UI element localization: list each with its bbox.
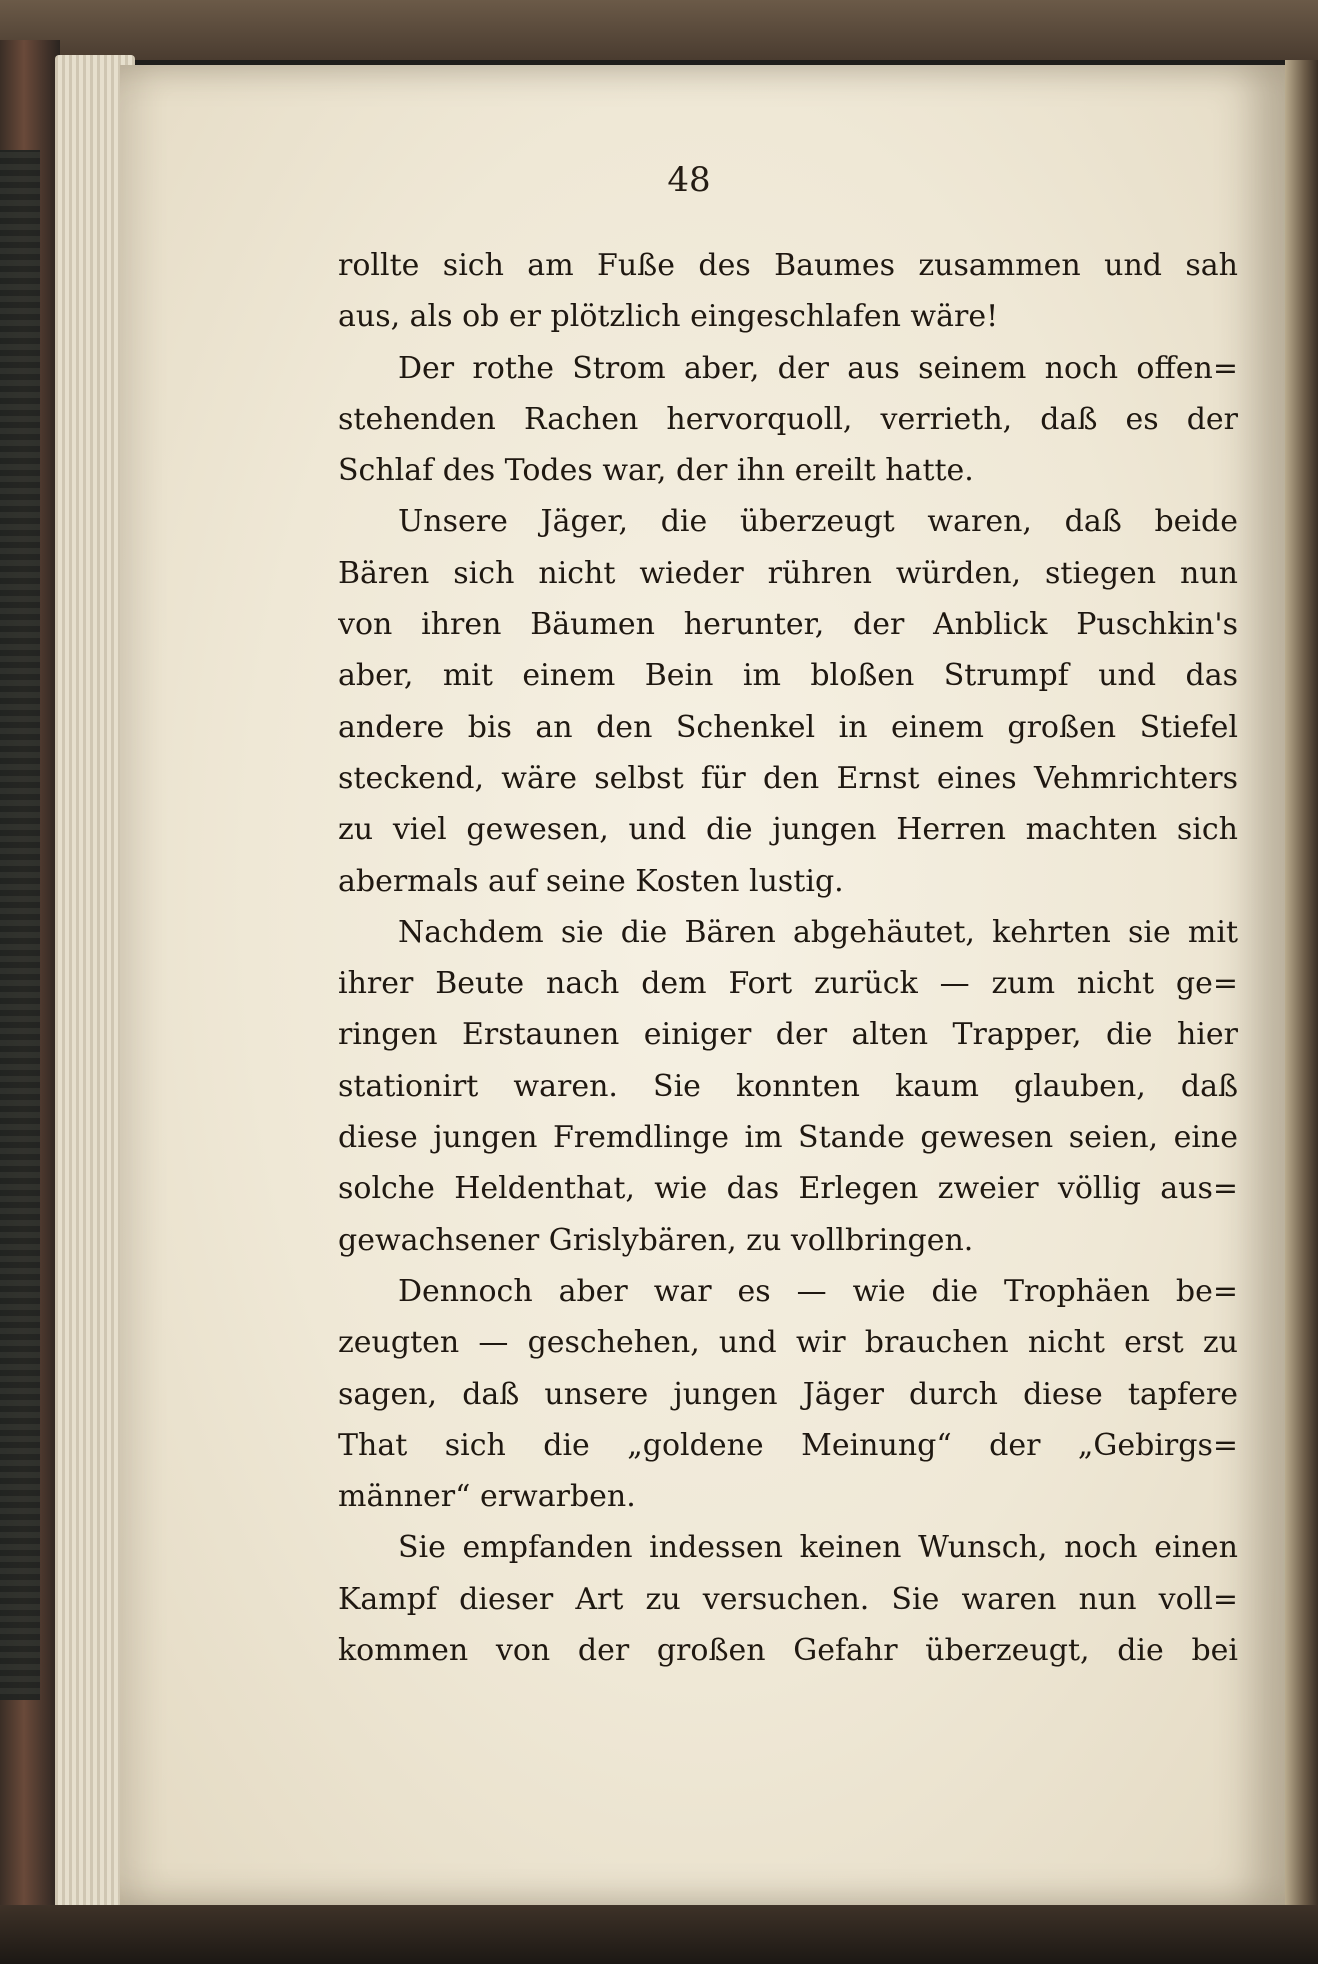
text-line: stationirt waren. Sie konnten kaum glauben, daß [338,1068,1238,1104]
text-line: ringen Erstaunen einiger der alten Trapper, die hier [338,1017,1238,1053]
text-line: aber, mit einem Bein im bloßen Strumpf und das [338,658,1238,694]
text-line: Schlaf des Todes war, der ihn ereilt hatte. [338,453,974,489]
text-line: Der rothe Strom aber, der aus seinem noch offen= [398,350,1238,386]
text-line: von ihren Bäumen herunter, der Anblick Puschkin's [338,607,1238,643]
text-line: steckend, wäre selbst für den Ernst eines Vehmrichters [338,760,1238,796]
text-line: diese jungen Fremdlinge im Stande gewesen seien, eine [338,1120,1238,1156]
text-line: männer“ erwarben. [338,1479,636,1515]
text-line: aus, als ob er plötzlich eingeschlafen wäre! [338,299,999,335]
text-line: Dennoch aber war es — wie die Trophäen be= [398,1273,1238,1309]
text-line: Nachdem sie die Bären abgehäutet, kehrten sie mit [398,914,1238,950]
text-line: andere bis an den Schenkel in einem großen Stiefel [338,709,1238,745]
text-line: zeugten — geschehen, und wir brauchen nicht erst zu [338,1325,1238,1361]
book-cover-top [0,0,1318,60]
text-line: gewachsener Grislybären, zu vollbringen. [338,1222,974,1258]
text-line: stehenden Rachen hervorquoll, verrieth, daß es der [338,401,1238,437]
page-number: 48 [667,160,711,200]
text-line: That sich die „goldene Meinung“ der „Gebirgs= [338,1427,1238,1463]
book-gutter [1285,60,1318,1920]
body-text [338,240,1238,1676]
text-line: sagen, daß unsere jungen Jäger durch diese tapfere [338,1376,1238,1412]
text-line: ihrer Beute nach dem Fort zurück — zum nicht ge= [338,966,1238,1002]
book-cover-bottom [0,1905,1318,1964]
text-line: rollte sich am Fuße des Baumes zusammen und sah [338,248,1238,283]
text-line: Kampf dieser Art zu versuchen. Sie waren nun voll= [338,1581,1238,1617]
text-line: kommen von der großen Gefahr überzeugt, die bei [338,1633,1238,1669]
text-line: zu viel gewesen, und die jungen Herren machten sich [338,812,1238,848]
text-line: Unsere Jäger, die überzeugt waren, daß beide [398,504,1238,540]
text-line: Sie empfanden indessen keinen Wunsch, noch einen [398,1530,1238,1566]
cover-leather-strip [0,150,40,1700]
text-line: Bären sich nicht wieder rühren würden, stiegen nun [338,555,1238,591]
text-line: abermals auf seine Kosten lustig. [338,863,844,899]
text-line: solche Heldenthat, wie das Erlegen zweier völlig aus= [338,1171,1238,1207]
